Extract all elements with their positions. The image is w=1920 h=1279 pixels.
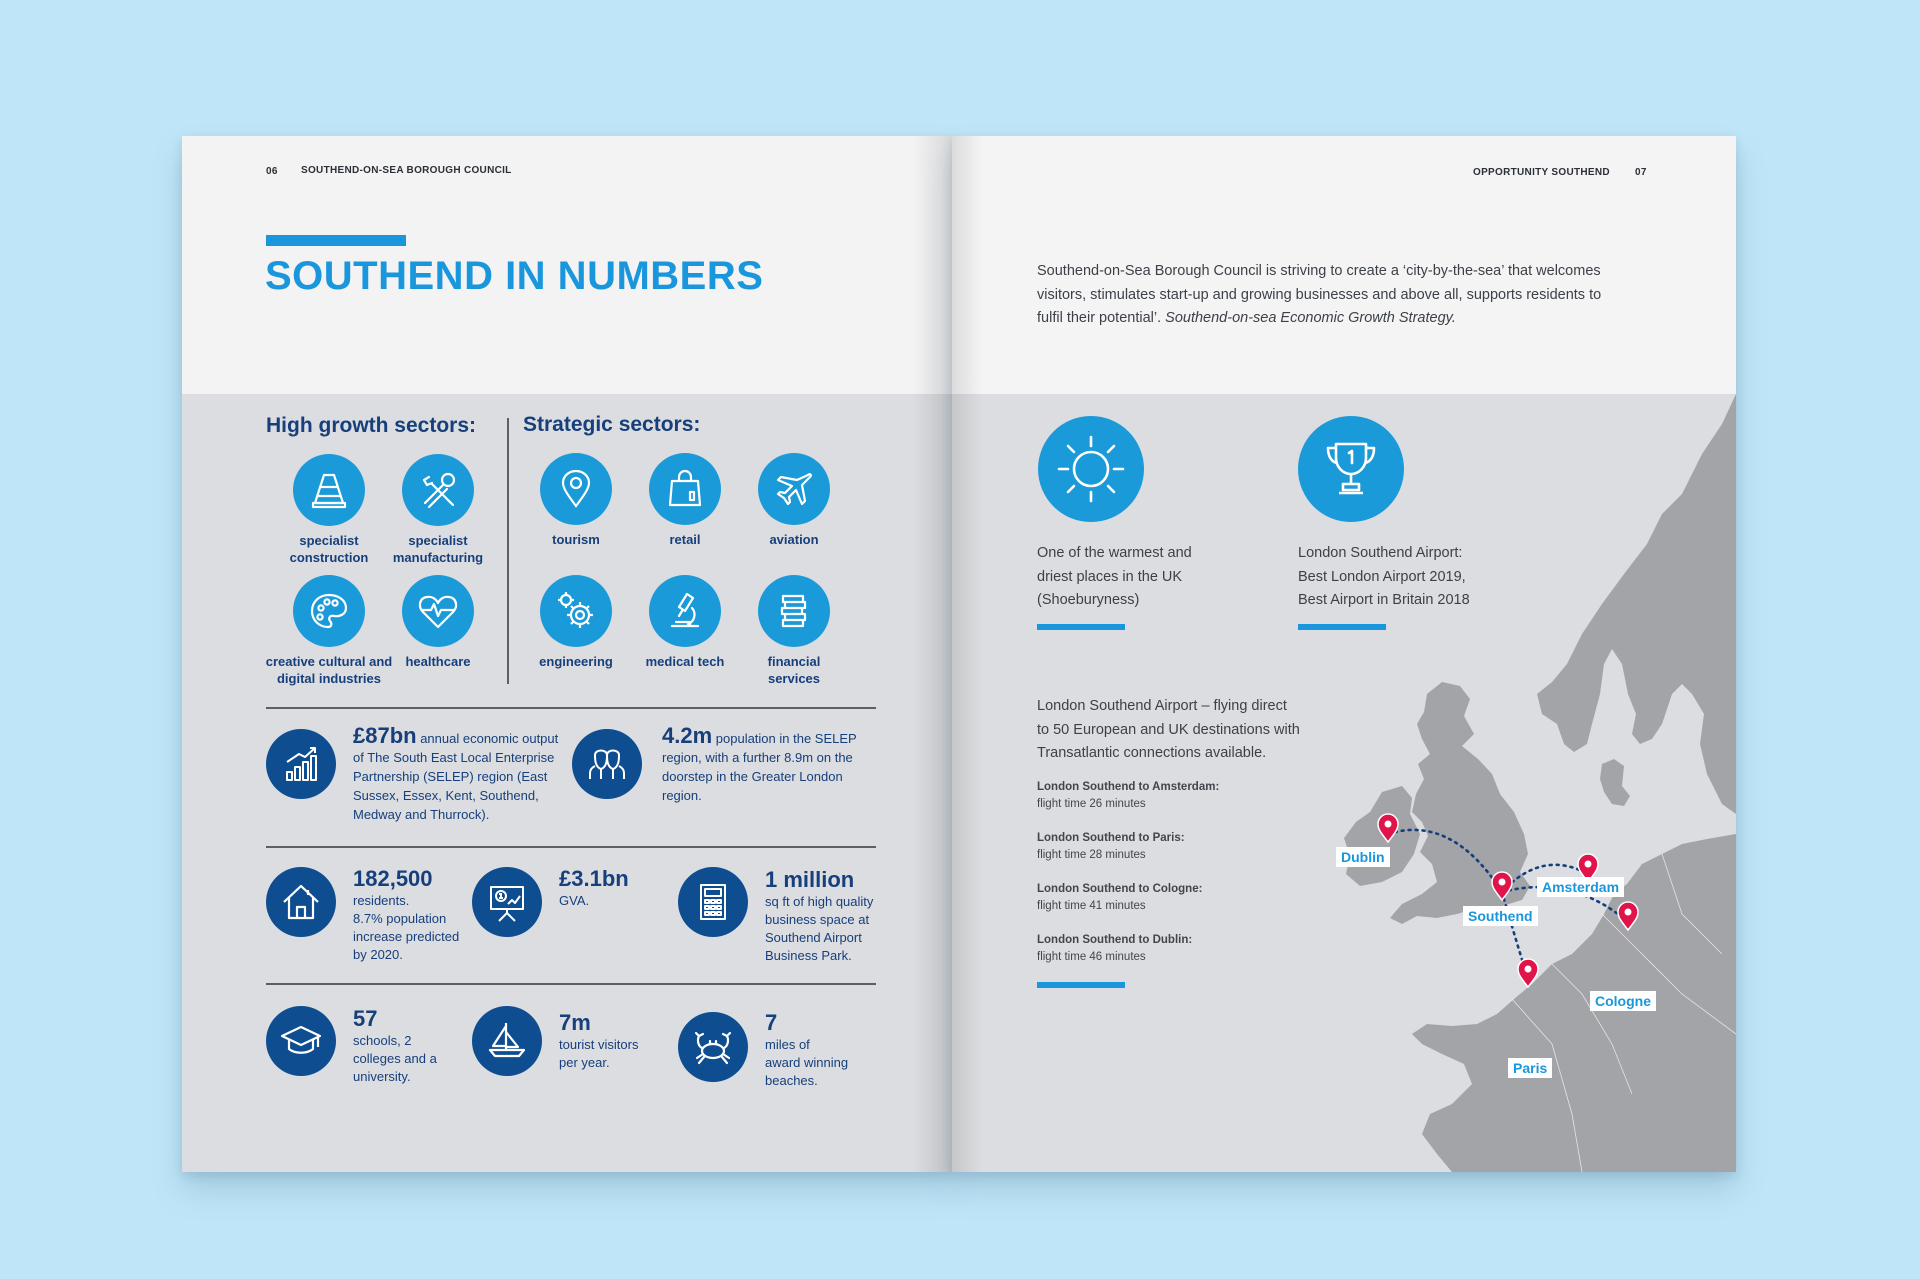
stat-line: GVA.: [559, 893, 590, 908]
stat-line: colleges and a: [353, 1051, 437, 1066]
strategic-heading: Strategic sectors:: [523, 413, 701, 436]
feature-line: driest places in the UK: [1037, 568, 1183, 585]
flight-time: flight time 46 minutes: [1037, 951, 1146, 963]
stat-line: Southend Airport: [765, 930, 862, 945]
flight-route: London Southend to Cologne:: [1037, 883, 1203, 895]
sector-label-healthcare: [368, 653, 508, 670]
flight-route: London Southend to Amsterdam:: [1037, 781, 1220, 793]
stat-value: £3.1bn: [559, 866, 629, 891]
label-line: digital industries: [276, 671, 381, 686]
stat-value: £87bn: [353, 723, 417, 748]
calculator-icon: [678, 867, 748, 937]
stat-line: sq ft of high quality: [765, 894, 874, 909]
feature-line: One of the warmest and: [1037, 545, 1192, 561]
label-line: financial: [767, 654, 821, 669]
feature-airport-award: [1298, 542, 1518, 613]
feature-line: Best Airport in Britain 2018: [1298, 592, 1470, 608]
sector-label-aviation: [724, 531, 864, 548]
coin-stack-icon: [758, 575, 830, 647]
label-line: retail: [669, 532, 701, 547]
stat-line: university.: [353, 1069, 411, 1084]
stat-value: 7m: [559, 1010, 591, 1035]
stat-business-space: [765, 867, 895, 965]
feature-line: London Southend Airport:: [1298, 545, 1463, 561]
stat-87bn: [353, 723, 563, 824]
stat-beaches: [765, 1010, 895, 1090]
location-pin-icon: [540, 453, 612, 525]
sun-icon: [1038, 416, 1144, 522]
gears-icon: [540, 575, 612, 647]
intro-line: Southend-on-Sea Borough Council is striving to create a ‘city-by-the-sea’ that welcomes: [1037, 263, 1601, 279]
left-page: [182, 136, 952, 1172]
tools-icon: [402, 454, 474, 526]
label-line: tourism: [552, 532, 600, 547]
crab-icon: [678, 1012, 748, 1082]
airport-line: Transatlantic connections available.: [1037, 745, 1267, 761]
map-label-southend: Southend: [1463, 906, 1538, 926]
feature-accent-bar: [1037, 624, 1125, 630]
section-divider: [266, 983, 876, 985]
map-label-amsterdam: Amsterdam: [1537, 877, 1624, 897]
people-icon: [572, 729, 642, 799]
stat-4-2m: [662, 723, 874, 805]
shopping-bag-icon: [649, 453, 721, 525]
stat-line: award winning: [765, 1055, 849, 1070]
airplane-icon: [758, 453, 830, 525]
feature-accent-bar: [1298, 624, 1386, 630]
spine-shadow: [912, 136, 952, 1172]
stat-value: 182,500: [353, 866, 433, 891]
airport-line: to 50 European and UK destinations with: [1037, 721, 1300, 738]
house-icon: [266, 867, 336, 937]
sector-label-manufacturing: [368, 532, 508, 566]
intro-line: visitors, stimulates start-up and growing businesses and above all, supports residents to: [1037, 286, 1602, 303]
flights-accent-bar: [1037, 982, 1125, 988]
list-item: [1037, 832, 1297, 883]
high-growth-heading: High growth sectors:: [266, 414, 477, 437]
stat-residents: [353, 866, 473, 964]
sailboat-icon: [472, 1006, 542, 1076]
airport-paragraph: [1037, 695, 1337, 766]
label-line: aviation: [769, 532, 819, 547]
stat-line: business space at: [765, 912, 870, 927]
stat-line: by 2020.: [353, 947, 403, 962]
map-label-cologne: Cologne: [1590, 991, 1656, 1011]
stat-value: 7: [765, 1010, 778, 1035]
stat-description: annual economic output of The South East Local Enterprise Partnership (SELEP) region (East Sussex, Essex, Kent, Southend, Medway and Thurrock).: [353, 731, 559, 822]
stat-value: 4.2m: [662, 723, 713, 748]
spine-shadow: [952, 136, 982, 1172]
stat-value: 1 million: [765, 867, 855, 892]
stat-line: per year.: [559, 1055, 610, 1070]
running-title: OPPORTUNITY SOUTHEND: [1473, 167, 1610, 178]
page-number: 07: [1635, 167, 1647, 178]
label-line: healthcare: [405, 654, 471, 669]
section-divider: [266, 707, 876, 709]
page-title: SOUTHEND IN NUMBERS: [265, 254, 764, 298]
stat-line: beaches.: [765, 1073, 818, 1088]
section-divider: [266, 846, 876, 848]
intro-line: [1037, 307, 1677, 331]
flight-time: flight time 26 minutes: [1037, 798, 1146, 810]
map-label-paris: Paris: [1508, 1058, 1552, 1078]
label-line: engineering: [539, 654, 613, 669]
list-item: [1037, 883, 1297, 934]
intro-source: Southend-on-sea Economic Growth Strategy.: [1165, 310, 1456, 326]
graduation-cap-icon: [266, 1006, 336, 1076]
trophy-icon: [1298, 416, 1404, 522]
stat-value: 57: [353, 1006, 378, 1031]
heart-pulse-icon: [402, 575, 474, 647]
feature-line: (Shoeburyness): [1037, 592, 1140, 608]
stat-schools: [353, 1006, 463, 1086]
flight-time: flight time 28 minutes: [1037, 849, 1146, 861]
list-item: [1037, 781, 1297, 832]
airport-line: London Southend Airport – flying direct: [1037, 698, 1287, 714]
stat-line: tourist visitors: [559, 1037, 639, 1052]
stat-line: miles of: [765, 1037, 810, 1052]
stat-line: schools, 2: [353, 1033, 412, 1048]
flight-route: London Southend to Dublin:: [1037, 934, 1193, 946]
right-page: [952, 136, 1736, 1172]
stat-line: 8.7% population: [353, 911, 447, 926]
label-line: services: [767, 671, 821, 686]
label-line: construction: [289, 550, 369, 565]
label-line: manufacturing: [392, 550, 484, 565]
label-line: creative cultural and: [265, 654, 393, 669]
presentation-chart-icon: [472, 867, 542, 937]
intro-paragraph: [1037, 260, 1677, 331]
stat-line: Business Park.: [765, 948, 852, 963]
microscope-icon: [649, 575, 721, 647]
page-number: 06: [266, 166, 278, 177]
label-line: medical tech: [645, 654, 725, 669]
feature-weather: [1037, 542, 1237, 613]
traffic-cone-icon: [293, 454, 365, 526]
bar-chart-icon: [266, 729, 336, 799]
intro-text: fulfil their potential’.: [1037, 310, 1166, 326]
flight-time: flight time 41 minutes: [1037, 900, 1146, 912]
sector-label-financial: [724, 653, 864, 687]
flight-times-list: [1037, 781, 1297, 985]
stat-description: population in the SELEP region, with a further 8.9m on the doorstep in the Greater London region.: [662, 731, 857, 803]
palette-icon: [293, 575, 365, 647]
map-label-dublin: Dublin: [1336, 847, 1390, 867]
label-line: specialist: [408, 533, 468, 548]
stat-tourists: [559, 1010, 669, 1072]
list-item: [1037, 934, 1297, 985]
stat-gva: [559, 866, 669, 910]
flight-route: London Southend to Paris:: [1037, 832, 1185, 844]
heading-accent-bar: [266, 235, 406, 246]
stat-line: residents.: [353, 893, 410, 908]
stat-line: increase predicted: [353, 929, 460, 944]
feature-line: Best London Airport 2019,: [1298, 568, 1466, 585]
label-line: specialist: [299, 533, 359, 548]
running-title: SOUTHEND-ON-SEA BOROUGH COUNCIL: [301, 165, 512, 176]
